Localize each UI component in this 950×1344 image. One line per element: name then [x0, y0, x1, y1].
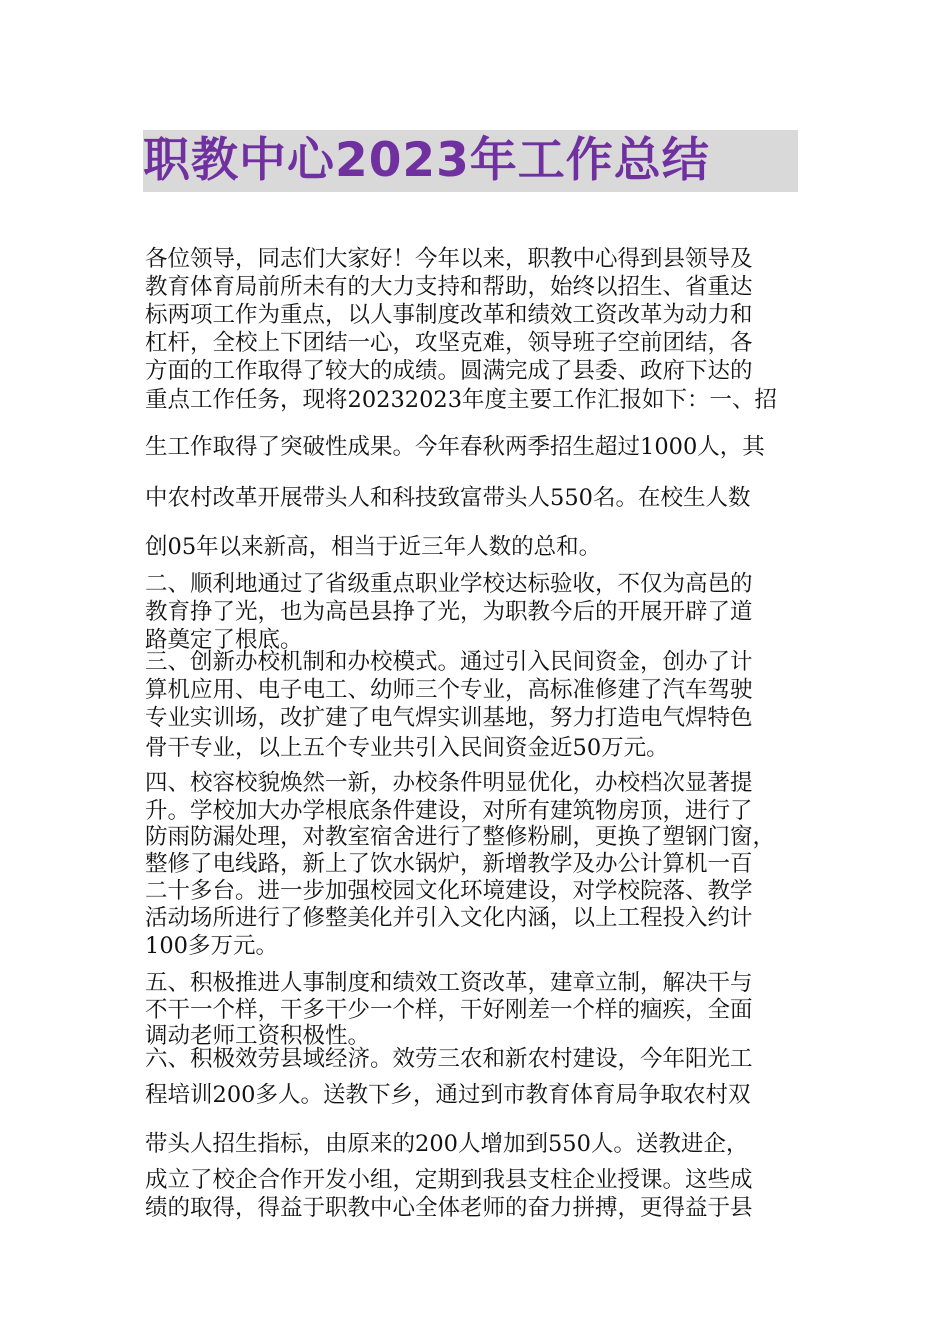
body-line: 各位领导，同志们大家好！今年以来，职教中心得到县领导及 [145, 246, 753, 272]
body-line: 骨干专业，以上五个专业共引入民间资金近50万元。 [145, 735, 669, 761]
body-line: 六、积极效劳县域经济。效劳三农和新农村建设，今年阳光工 [145, 1046, 753, 1072]
body-line: 二、顺利地通过了省级重点职业学校达标验收，不仅为高邑的 [145, 571, 753, 597]
body-line: 绩的取得，得益于职教中心全体老师的奋力拼搏，更得益于县 [145, 1195, 753, 1221]
body-line: 方面的工作取得了较大的成绩。圆满完成了县委、政府下达的 [145, 358, 753, 384]
body-line: 整修了电线路，新上了饮水锅炉，新增教学及办公计算机一百 [145, 851, 753, 877]
body-line: 升。学校加大办学根底条件建设，对所有建筑物房顶，进行了 [145, 798, 753, 824]
body-line: 调动老师工资积极性。 [145, 1023, 371, 1049]
body-line: 中农村改革开展带头人和科技致富带头人550名。在校生人数 [145, 485, 751, 511]
body-line: 算机应用、电子电工、幼师三个专业，高标准修建了汽车驾驶 [145, 677, 753, 703]
body-line: 二十多台。进一步加强校园文化环境建设，对学校院落、教学 [145, 878, 753, 904]
body-line: 五、积极推进人事制度和绩效工资改革，建章立制，解决干与 [145, 970, 753, 996]
body-line: 程培训200多人。送教下乡，通过到市教育体育局争取农村双 [145, 1082, 751, 1108]
body-line: 重点工作任务，现将20232023年度主要工作汇报如下：一、招 [145, 387, 778, 413]
body-line: 路奠定了根底。 [145, 627, 303, 653]
body-line: 活动场所进行了修整美化并引入文化内涵，以上工程投入约计 [145, 905, 753, 931]
body-line: 四、校容校貌焕然一新，办校条件明显优化，办校档次显著提 [145, 770, 753, 796]
body-line: 三、创新办校机制和办校模式。通过引入民间资金，创办了计 [145, 649, 753, 675]
body-line: 专业实训场，改扩建了电气焊实训基地，努力打造电气焊特色 [145, 705, 753, 731]
body-line: 带头人招生指标，由原来的200人增加到550人。送教进企， [145, 1131, 749, 1157]
body-line: 成立了校企合作开发小组，定期到我县支柱企业授课。这些成 [145, 1167, 753, 1193]
body-line: 生工作取得了突破性成果。今年春秋两季招生超过1000人，其 [145, 434, 765, 460]
body-line: 标两项工作为重点，以人事制度改革和绩效工资改革为动力和 [145, 302, 753, 328]
body-line: 100多万元。 [145, 933, 278, 959]
body-line: 杠杆，全校上下团结一心，攻坚克难，领导班子空前团结，各 [145, 330, 753, 356]
body-line: 创05年以来新高，相当于近三年人数的总和。 [145, 534, 602, 560]
body-line: 教育挣了光，也为高邑县挣了光，为职教今后的开展开辟了道 [145, 599, 753, 625]
body-line: 防雨防漏处理，对教室宿舍进行了整修粉刷，更换了塑钢门窗， [145, 824, 776, 850]
body-line: 教育体育局前所未有的大力支持和帮助，始终以招生、省重达 [145, 274, 753, 300]
document-title: 职教中心2023年工作总结 [143, 130, 798, 192]
body-line: 不干一个样，干多干少一个样，干好刚差一个样的痼疾，全面 [145, 997, 753, 1023]
